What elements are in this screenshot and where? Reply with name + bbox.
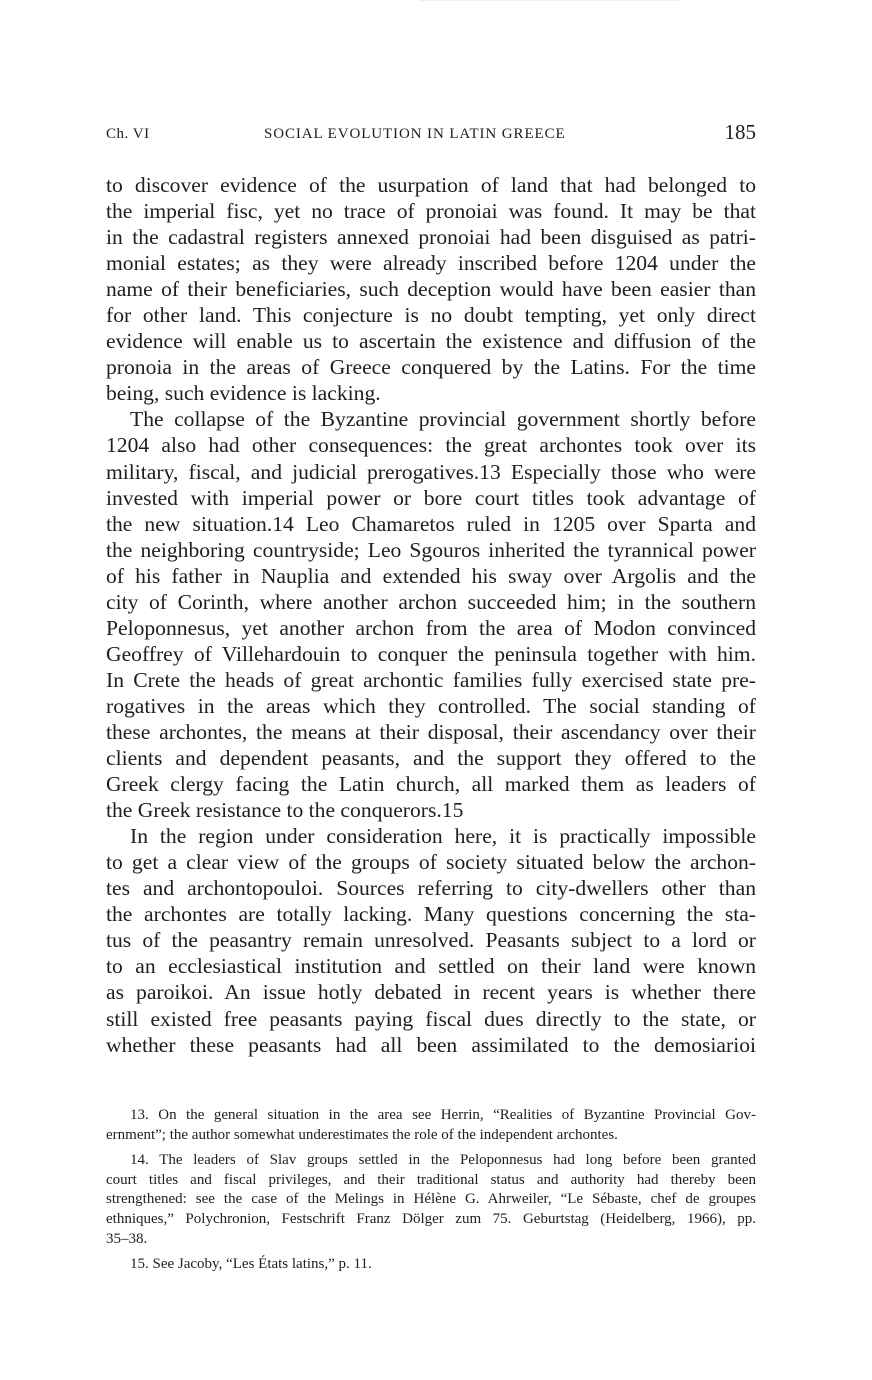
footnote-line: ethniques,” Polychronion, Festschrift Franz Dölger zum 75. Geburtstag (Heidelberg, 1966), pp. bbox=[106, 1210, 756, 1227]
footnote-line: 35–38. bbox=[106, 1230, 148, 1247]
text-line: the neighboring countryside; Leo Sgouros inherited the tyrannical power bbox=[106, 537, 756, 562]
footnote-line: 13. On the general situation in the area see Herrin, “Realities of Byzantine Provincial Gov- bbox=[130, 1107, 756, 1123]
text-line: evidence will enable us to ascertain the existence and diffusion of the bbox=[106, 329, 756, 354]
text-line: name of their beneficiaries, such deception would have been easier than bbox=[106, 277, 756, 302]
text-line: monial estates; as they were already inscribed before 1204 under the bbox=[106, 251, 756, 276]
text-line: for other land. This conjecture is no doubt tempting, yet only direct bbox=[106, 303, 756, 328]
footnote-line: 15. See Jacoby, “Les États latins,” p. 11. bbox=[130, 1256, 372, 1273]
running-header bbox=[106, 120, 756, 150]
text-line: Greek clergy facing the Latin church, all marked them as leaders of bbox=[106, 772, 756, 797]
scan-artifact bbox=[420, 0, 680, 4]
text-line: whether these peasants had all been assimilated to the demosiarioi bbox=[106, 1032, 756, 1057]
text-line: in the cadastral registers annexed pronoiai had been disguised as patri- bbox=[106, 225, 756, 250]
text-line: of his father in Nauplia and extended his sway over Argolis and the bbox=[106, 563, 756, 588]
text-line: Peloponnesus, yet another archon from the area of Modon convinced bbox=[106, 615, 756, 640]
text-line: being, such evidence is lacking. bbox=[106, 381, 381, 406]
text-line: invested with imperial power or bore court titles took advantage of bbox=[106, 485, 756, 510]
text-line: still existed free peasants paying fiscal dues directly to the state, or bbox=[106, 1006, 756, 1031]
running-title: SOCIAL EVOLUTION IN LATIN GREECE bbox=[264, 126, 566, 142]
text-line: the Greek resistance to the conquerors.15 bbox=[106, 798, 464, 823]
chapter-label: Ch. VI bbox=[106, 126, 150, 142]
text-line: The collapse of the Byzantine provincial government shortly before bbox=[130, 407, 756, 432]
footnotes bbox=[106, 1106, 756, 1275]
text-line: these archontes, the means at their disposal, their ascendancy over their bbox=[106, 719, 756, 744]
text-line: 1204 also had other consequences: the great archontes took over its bbox=[106, 433, 756, 458]
text-line: clients and dependent peasants, and the support they offered to the bbox=[106, 746, 756, 771]
text-line: city of Corinth, where another archon succeeded him; in the southern bbox=[106, 589, 756, 614]
text-line: to discover evidence of the usurpation of land that had belonged to bbox=[106, 173, 756, 197]
footnote-line: strengthened: see the case of the Melings in Hélène G. Ahrweiler, “Le Sébaste, chef de groupes bbox=[106, 1191, 756, 1208]
text-line: the archontes are totally lacking. Many questions concerning the sta- bbox=[106, 902, 756, 927]
text-line: as paroikoi. An issue hotly debated in recent years is whether there bbox=[106, 980, 756, 1005]
text-line: In Crete the heads of great archontic families fully exercised state pre- bbox=[106, 667, 756, 692]
text-line: the new situation.14 Leo Chamaretos ruled in 1205 over Sparta and bbox=[106, 511, 756, 536]
text-line: Geoffrey of Villehardouin to conquer the peninsula together with him. bbox=[106, 641, 756, 666]
footnote-line: ernment”; the author somewhat underestimates the role of the independent archontes. bbox=[106, 1126, 618, 1143]
text-line: to an ecclesiastical institution and settled on their land were known bbox=[106, 954, 756, 979]
text-line: pronoia in the areas of Greece conquered by the Latins. For the time bbox=[106, 355, 756, 380]
page-number: 185 bbox=[724, 120, 756, 144]
text-line: In the region under consideration here, it is practically impossible bbox=[130, 824, 756, 849]
text-line: rogatives in the areas which they controlled. The social standing of bbox=[106, 693, 756, 718]
text-line: military, fiscal, and judicial prerogatives.13 Especially those who were bbox=[106, 459, 756, 484]
main-text bbox=[106, 172, 756, 1058]
text-line: to get a clear view of the groups of society situated below the archon- bbox=[106, 850, 756, 875]
text-line: tes and archontopouloi. Sources referring to city-dwellers other than bbox=[106, 876, 756, 901]
footnote-line: 14. The leaders of Slav groups settled in the Peloponnesus had long before been granted bbox=[130, 1152, 756, 1169]
text-line: tus of the peasantry remain unresolved. Peasants subject to a lord or bbox=[106, 928, 756, 953]
footnote-line: court titles and fiscal privileges, and their traditional status and authority had thereby been bbox=[106, 1171, 756, 1188]
text-line: the imperial fisc, yet no trace of pronoiai was found. It may be that bbox=[106, 199, 756, 224]
